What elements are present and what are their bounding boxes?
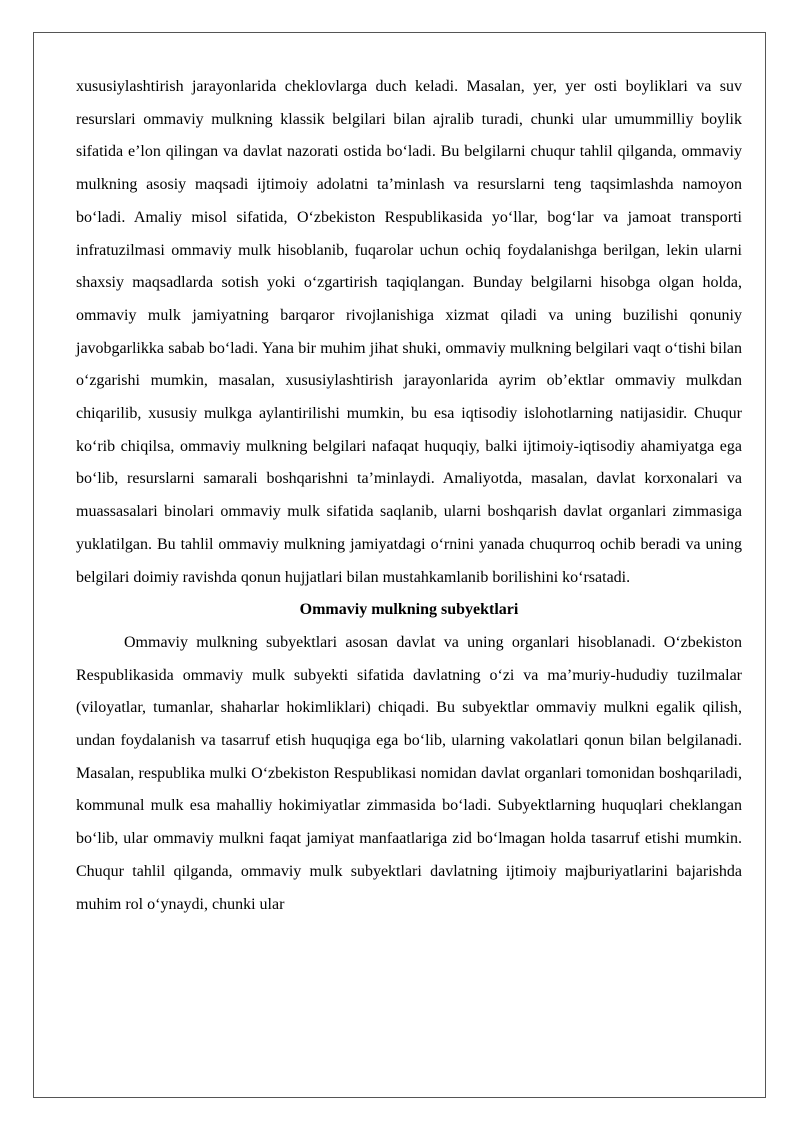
section-heading: Ommaviy mulkning subyektlari [299, 601, 519, 619]
body-paragraph: xususiylashtirish jarayonlarida cheklovlarga duch keladi. Masalan, yer, yer osti boyliklari va suv resurslari ommaviy mulkning klassik belgilari bilan ajralib turadi, chunki ular umummilliy boylik sifatida e’lon qilingan va davlat nazorati ostida bo‘ladi. Bu belgilarni chuqur tahlil qilganda, ommaviy mulkning asosiy maqsadi ijtimoiy adolatni ta’minlash va resurslarni teng taqsimlashda namoyon bo‘ladi. Amaliy misol sifatida, O‘zbekiston Respublikasida yo‘llar, bog‘lar va jamoat transporti infratuzilmasi ommaviy mulk hisoblanib, fuqarolar uchun ochiq foydalanishga berilgan, lekin ularni shaxsiy maqsadlarda sotish yoki o‘zgartirish taqiqlangan. Bunday belgilarni hisobga olgan holda, ommaviy mulk jamiyatning barqaror rivojlanishiga xizmat qiladi va uning buzilishi qonuniy javobgarlikka sabab bo‘ladi. Yana bir muhim jihat shuki, ommaviy mulkning belgilari vaqt o‘tishi bilan o‘zgarishi mumkin, masalan, xususiylashtirish jarayonlarida ayrim ob’ektlar ommaviy mulkdan chiqarilib, xususiy mulkga aylantirilishi mumkin, bu esa iqtisodiy islohotlarning natijasidir. Chuqur ko‘rib chiqilsa, ommaviy mulkning belgilari nafaqat huquqiy, balki ijtimoiy-iqtisodiy ahamiyatga ega bo‘lib, resurslarni samarali boshqarishni ta’minlaydi. Amaliyotda, masalan, davlat korxonalari va muassasalari binolari ommaviy mulk sifatida saqlanib, ularni boshqarish davlat organlari zimmasiga yuklatilgan. Bu tahlil ommaviy mulkning jamiyatdagi o‘rnini yanada chuqurroq ochib beradi va uning belgilari doimiy ravishda qonun hujjatlari bilan mustahkamlanib borilishini ko‘rsatadi. [76, 78, 742, 586]
body-paragraph: Ommaviy mulkning subyektlari asosan davlat va uning organlari hisoblanadi. O‘zbekiston Respublikasida ommaviy mulk subyekti sifatida davlatning o‘zi va ma’muriy-hududiy tuzilmalar (viloyatlar, tumanlar, shaharlar hokimliklari) chiqadi. Bu subyektlar ommaviy mulkni egalik qilish, undan foydalanish va tasarruf etish huquqiga ega bo‘lib, ularning vakolatlari qonun bilan belgilanadi. Masalan, respublika mulki O‘zbekiston Respublikasi nomidan davlat organlari tomonidan boshqariladi, kommunal mulk esa mahalliy hokimiyatlar zimmasida bo‘ladi. Subyektlarning huquqlari cheklangan bo‘lib, ular ommaviy mulkni faqat jamiyat manfaatlariga zid bo‘lmagan holda tasarruf etishi mumkin. Chuqur tahlil qilganda, ommaviy mulk subyektlari davlatning ijtimoiy majburiyatlarini bajarishda muhim rol o‘ynaydi, chunki ular [76, 633, 742, 913]
document-body [76, 71, 742, 921]
